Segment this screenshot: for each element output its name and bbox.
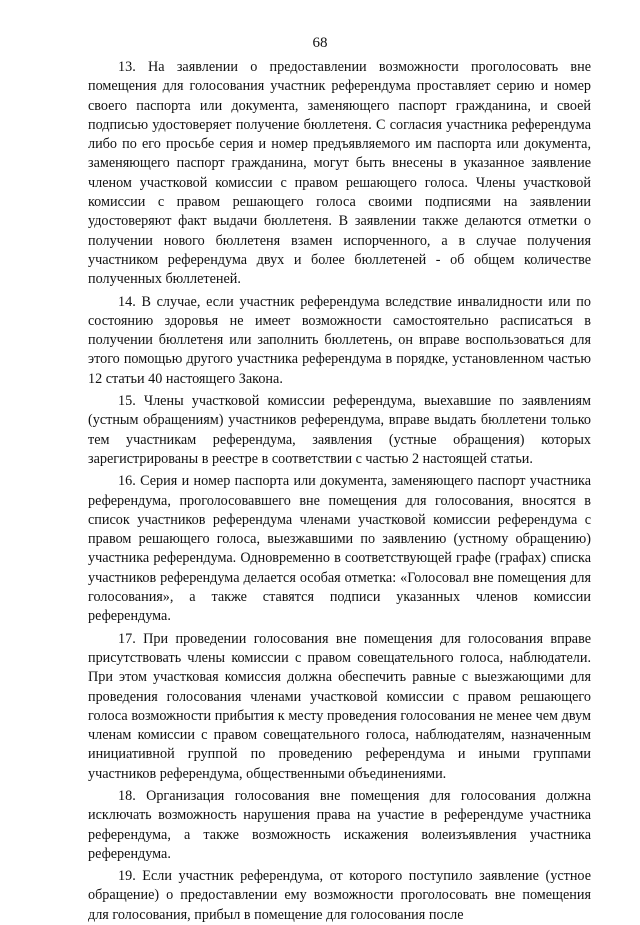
paragraph-13: 13. На заявлении о предоставлении возможности проголосовать вне помещения для голосования участник референдума проставляет серию и номер своего паспорта или документа, заменяющего паспорт гражданина, и своей подписью удостоверяет получение бюллетеня. С согласия участника референдума либо по его просьбе серия и номер предъявляемого им паспорта или документа, заменяющего паспорт гражданина, могут быть внесены в указанное заявление членом участковой комиссии с правом решающего голоса. Члены участковой комиссии с правом решающего голоса своими подписями на заявлении удостоверяют факт выдачи бюллетеня. В заявлении также делаются отметки о получении нового бюллетеня взамен испорченного, а в случае получения участником референдума двух и более бюллетеней - об общем количестве полученных бюллетеней. [88, 59, 591, 288]
page-number: 68 [312, 35, 328, 51]
paragraph-18: 18. Организация голосования вне помещения для голосования должна исключать возможность нарушения права на участие в референдуме участника референдума, а также возможность искажения волеизъявления участника референдума. [88, 787, 591, 862]
paragraph-16: 16. Серия и номер паспорта или документа, заменяющего паспорт участника референдума, проголосовавшего вне помещения для голосования, вносятся в список участников референдума членами участковой комиссии референдума с правом решающего голоса, выезжавшими по заявлению (устному обращению) участника референдума. Одновременно в соответствующей графе (графах) списка участников референдума делается особая отметка: «Голосовал вне помещения для голосования», а также ставятся подписи указанных членов комиссии референдума. [88, 473, 591, 625]
document-body [88, 58, 591, 925]
paragraph-14: 14. В случае, если участник референдума вследствие инвалидности или по состоянию здоровья не имеет возможности самостоятельно расписаться в получении бюллетеня или заполнить бюллетень, он вправе воспользоваться для этого помощью другого участника референдума в порядке, установленном частью 12 статьи 40 настоящего Закона. [88, 293, 591, 387]
paragraph-15: 15. Члены участковой комиссии референдума, выехавшие по заявлениям (устным обращениям) участников референдума, вправе выдать бюллетени только тем участникам референдума, заявления (устные обращения) которых зарегистрированы в реестре в соответствии с частью 2 настоящей статьи. [88, 393, 591, 467]
paragraph-17: 17. При проведении голосования вне помещения для голосования вправе присутствовать члены комиссии с правом совещательного голоса, наблюдатели. При этом участковая комиссия должна обеспечить равные с выезжающими для проведения голосования членами участковой комиссии с правом решающего голоса возможности прибытия к месту проведения голосования не менее чем двум членам комиссии с правом совещательного голоса, наблюдателям, назначенным инициативной группой по проведению референдума и иными группами участников референдума, общественными объединениями. [88, 630, 591, 782]
paragraph-19: 19. Если участник референдума, от которого поступило заявление (устное обращение) о предоставлении ему возможности проголосовать вне помещения для голосования, прибыл в помещение для голосования после [88, 868, 591, 923]
